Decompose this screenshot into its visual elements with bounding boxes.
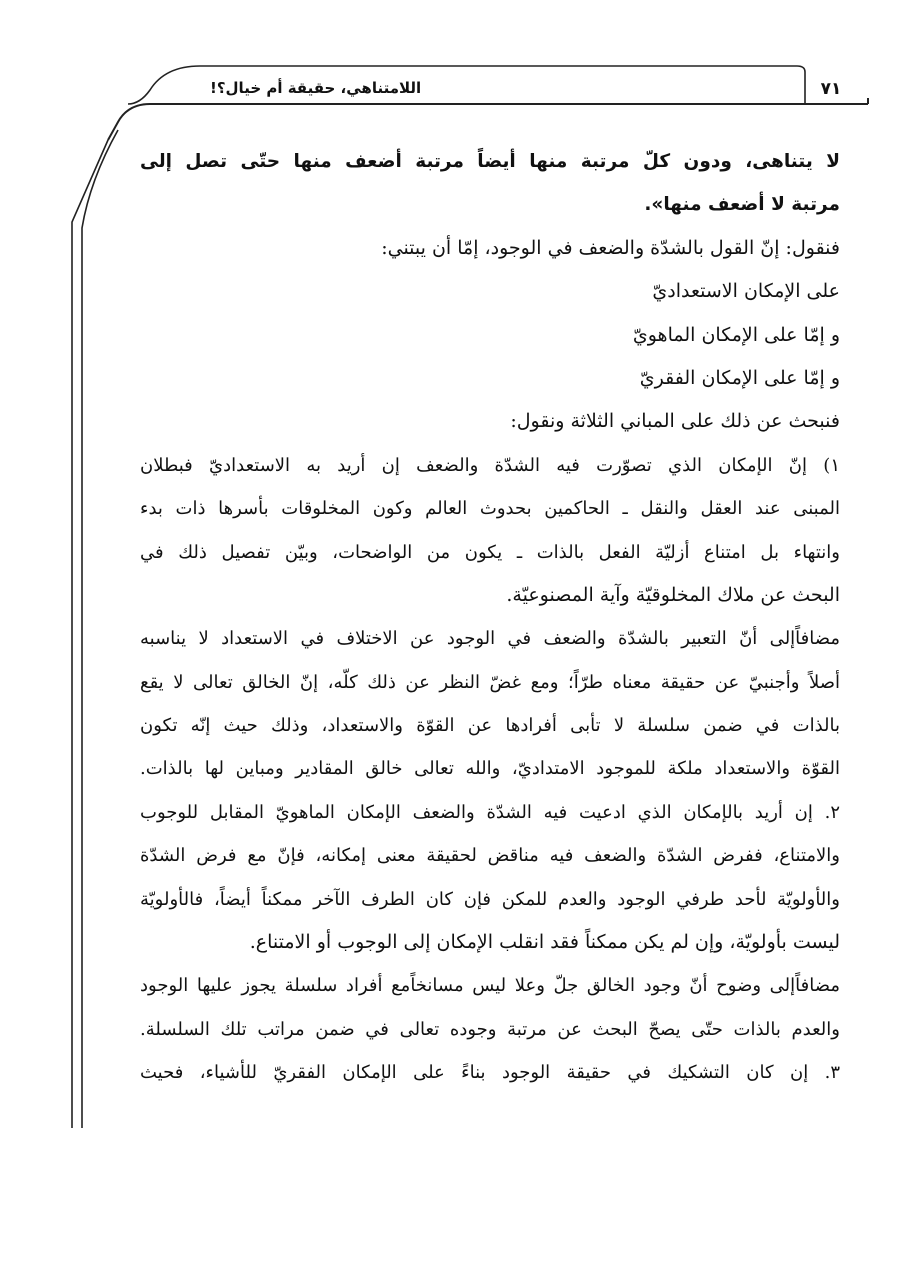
text-line: فنقول: إنّ القول بالشدّة والضعف في الوجود، إمّا أن يبتني: <box>381 236 840 259</box>
text-line: والامتناع، ففرض الشدّة والضعف فيه مناقض لحقيقة معنى إمكانه، فإنّ مع فرض الشدّة <box>140 845 840 867</box>
text-line: ليست بأولويّة، وإن لم يكن ممكناً فقد انقلب الإمكان إلى الوجوب أو الامتناع. <box>249 931 840 954</box>
body-text <box>140 140 840 1095</box>
text-line: القوّة والاستعداد ملكة للموجود الامتداديّ، والله تعالى خالق المقادير ومباين لها بالذات. <box>140 758 840 780</box>
text-line: البحث عن ملاك المخلوقيّة وآية المصنوعيّة. <box>506 583 840 606</box>
text-line: لا يتناهى، ودون كلّ مرتبة منها أيضاً مرتبة أضعف منها حتّى تصل إلى <box>140 151 840 172</box>
text-line: مضافاًإلى أنّ التعبير بالشدّة والضعف في الوجود عن الاختلاف في الاستعداد لا يناسبه <box>140 628 840 650</box>
text-line: فنبحث عن ذلك على المباني الثلاثة ونقول: <box>510 410 840 433</box>
page-number: ٧١ <box>820 79 842 99</box>
text-line: و إمّا على الإمكان الماهويّ <box>632 323 840 346</box>
text-line: بالذات في ضمن سلسلة لا تأبى أفرادها عن القوّة والاستعداد، وذلك حيث إنّه تكون <box>140 715 840 737</box>
text-line: وانتهاء بل امتناع أزليّة الفعل بالذات ـ يكون من الواضحات، وبيّن تفصيل ذلك في <box>140 541 840 563</box>
text-line: المبنى عند العقل والنقل ـ الحاكمين بحدوث العالم وكون المخلوقات بأسرها ذات بدء <box>140 498 840 520</box>
margin-rule-outer <box>72 140 108 1128</box>
text-line: أصلاً وأجنبيّ عن حقيقة معناه طرّاً؛ ومع غضّ النظر عن ذلك كلّه، إنّ الخالق تعالى لا يقع <box>140 671 840 693</box>
text-line: مضافاًإلى وضوح أنّ وجود الخالق جلّ وعلا ليس مسانخاًمع أفراد سلسلة يجوز عليها الوجود <box>140 975 840 997</box>
running-header-title: اللامتناهي، حقيقة أم خيال؟! <box>210 79 422 97</box>
text-line: مرتبة لا أضعف منها». <box>644 194 840 216</box>
margin-rule-inner <box>82 130 118 1128</box>
text-line: والعدم بالذات حتّى يصحّ البحث عن مرتبة وجوده تعالى في ضمن مراتب تلك السلسلة. <box>140 1018 840 1040</box>
text-line: ١) إنّ الإمكان الذي تصوّرت فيه الشدّة والضعف إن أريد به الاستعداديّ فبطلان <box>140 454 840 476</box>
text-line: والأولويّة لأحد طرفي الوجود والعدم للمكن فإن كان الطرف الآخر ممكناً أيضاً، فالأولويّة <box>140 888 840 910</box>
text-line: ٣. إن كان التشكيك في حقيقة الوجود بناءً على الإمكان الفقريّ للأشياء، فحيث <box>140 1062 840 1084</box>
text-line: ٢. إن أريد بالإمكان الذي ادعيت فيه الشدّة والضعف الإمكان الماهويّ المقابل للوجوب <box>140 801 840 823</box>
text-line: على الإمكان الاستعداديّ <box>652 280 840 303</box>
header-rule <box>108 104 868 140</box>
text-line: و إمّا على الإمكان الفقريّ <box>639 366 840 389</box>
